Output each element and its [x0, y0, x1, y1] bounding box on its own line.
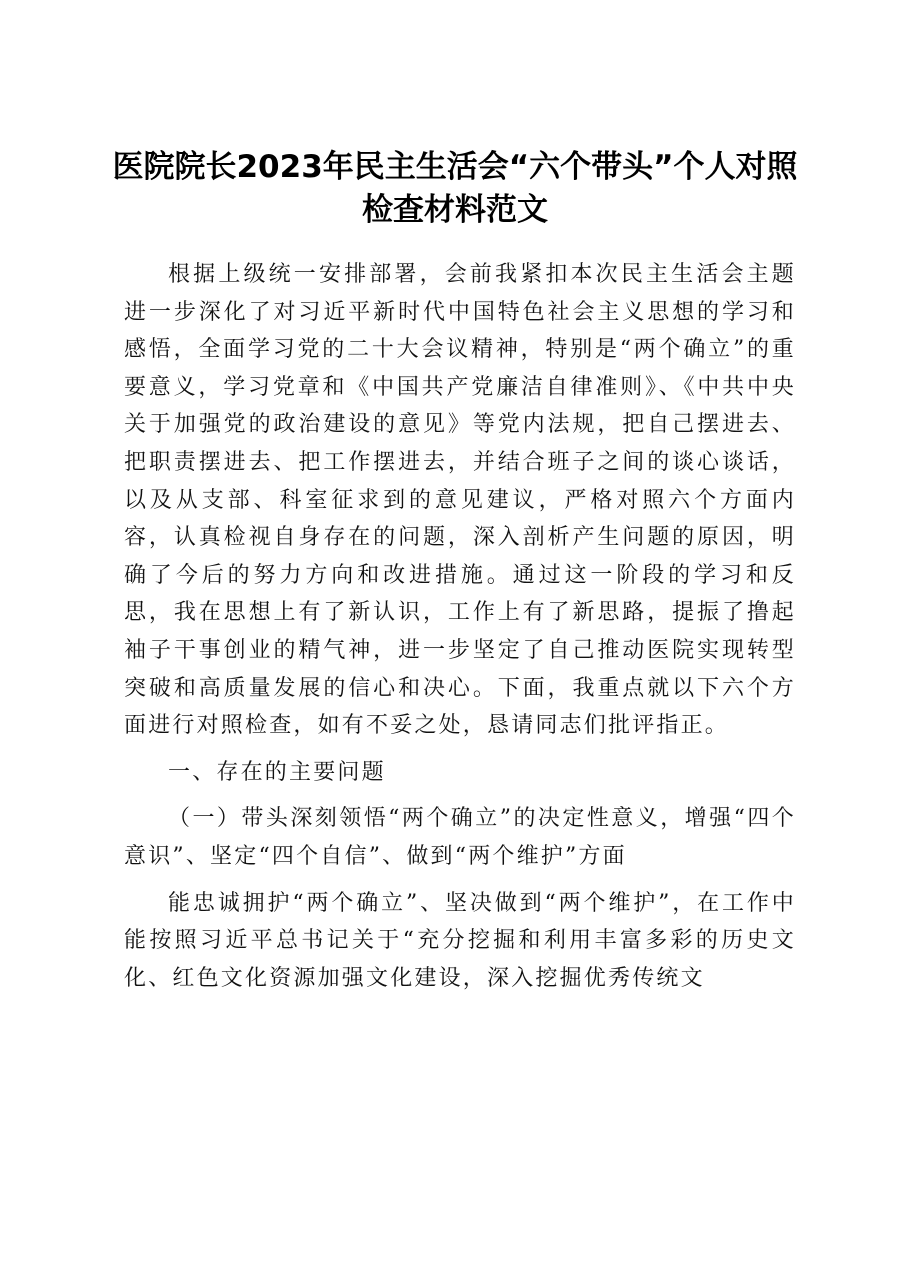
- document-title: 医院院长2023年民主生活会“六个带头”个人对照检查材料范文: [112, 149, 798, 228]
- document-body: [124, 256, 796, 997]
- intro-paragraph: 根据上级统一安排部署，会前我紧扣本次民主生活会主题进一步深化了对习近平新时代中国特色社会主义思想的学习和感悟，全面学习党的二十大会议精神，特别是“两个确立”的重要意义，学习党章和《中国共产党廉洁自律准则》、《中共中央关于加强党的政治建设的意见》等党内法规，把自己摆进去、把职责摆进去、把工作摆进去，并结合班子之间的谈心谈话，以及从支部、科室征求到的意见建议，严格对照六个方面内容，认真检视自身存在的问题，深入剖析产生问题的原因，明确了今后的努力方向和改进措施。通过这一阶段的学习和反思，我在思想上有了新认识，工作上有了新思路，提振了撸起袖子干事创业的精气神，进一步坚定了自己推动医院实现转型突破和高质量发展的信心和决心。下面，我重点就以下六个方面进行对照检查，如有不妥之处，恳请同志们批评指正。: [124, 262, 796, 739]
- body-paragraph: 能忠诚拥护“两个确立”、坚决做到“两个维护”，在工作中能按照习近平总书记关于“充分挖掘和利用丰富多彩的历史文化、红色文化资源加强文化建设，深入挖掘优秀传统文: [124, 890, 796, 991]
- subsection-heading: （一）带头深刻领悟“两个确立”的决定性意义，增强“四个意识”、坚定“四个自信”、做到“两个维护”方面: [124, 806, 796, 869]
- section-heading: 一、存在的主要问题: [168, 759, 386, 785]
